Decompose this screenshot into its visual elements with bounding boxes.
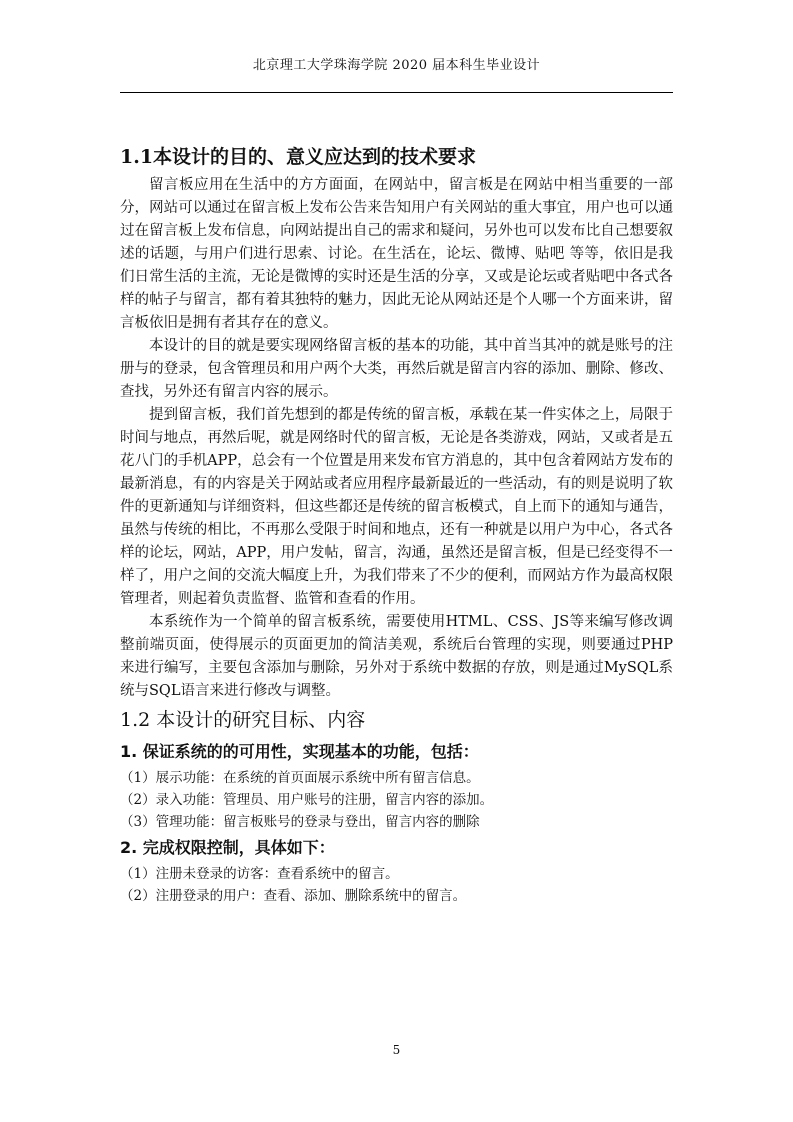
- section-title-1-2: 1.2 本设计的研究目标、内容: [120, 709, 366, 731]
- list-item: （1）展示功能：在系统的首页面展示系统中所有留言信息。: [120, 770, 480, 786]
- paragraph: 提到留言板，我们首先想到的都是传统的留言板，承载在某一件实体之上，局限于时间与地点，再然后呢，就是网络时代的留言板，无论是各类游戏，网站，又或者是五花八门的手机APP，总会有一个位置是用来发布官方消息的，其中包含着网站方发布的最新消息，有的内容是关于网站或者应用程序最新最近的一些活动，有的则是说明了软件的更新通知与详细资料，但这些都还是传统的留言板模式，自上而下的通知与通告，虽然与传统的相比，不再那么受限于时间和地点，还有一种就是以用户为中心，各式各样的论坛，网站，APP，用户发帖，留言，沟通，虽然还是留言板，但是已经变得不一样了，用户之间的交流大幅度上升，为我们带来了不少的便利，而网站方作为最高权限管理者，则起着负责监督、监管和查看的作用。: [120, 407, 673, 607]
- permission-list: [120, 863, 673, 907]
- paragraph: 本设计的目的就是要实现网络留言板的基本的功能，其中首当其冲的就是账号的注册与的登录，包含管理员和用户两个大类，再然后就是留言内容的添加、删除、修改、查找，另外还有留言内容的展示。: [120, 338, 673, 400]
- page-content: [120, 140, 673, 907]
- section-title-1-1: 1.1本设计的目的、意义应达到的技术要求: [120, 146, 477, 168]
- list-item: （3）管理功能：留言板账号的登录与登出，留言内容的删除: [120, 814, 480, 830]
- list-item: （2）注册登录的用户：查看、添加、删除系统中的留言。: [120, 888, 467, 904]
- paragraph: 留言板应用在生活中的方方面面，在网站中，留言板是在网站中相当重要的一部分，网站可以通过在留言板上发布公告来告知用户有关网站的重大事宜，用户也可以通过在留言板上发布信息，向网站提出自己的需求和疑问，另外也可以发布比自己想要叙述的话题，与用户们进行思索、讨论。在生活在，论坛、微博、贴吧 等等，依旧是我们日常生活的主流，无论是微博的实时还是生活的分享，又或是论坛或者贴吧中各式各样的帖子与留言，都有着其独特的魅力，因此无论从网站还是个人哪一个方面来讲，留言板依旧是拥有者其存在的意义。: [120, 177, 673, 331]
- feature-list: [120, 767, 673, 833]
- paragraph: 本系统作为一个简单的留言板系统，需要使用HTML、CSS、JS等来编写修改调整前端页面，使得展示的页面更加的简洁美观，系统后台管理的实现，则要通过PHP来进行编写，主要包含添加与删除，另外对于系统中数据的存放，则是通过MySQL系统与SQL语言来进行修改与调整。: [120, 614, 673, 699]
- header-rule: [120, 92, 673, 93]
- page-header: 北京理工大学珠海学院 2020 届本科生毕业设计: [252, 58, 541, 73]
- subsection-title-2: 2. 完成权限控制，具体如下：: [120, 838, 335, 857]
- subsection-title-1: 1. 保证系统的的可用性，实现基本的功能，包括：: [120, 742, 479, 761]
- list-item: （2）录入功能：管理员、用户账号的注册，留言内容的添加。: [120, 792, 494, 808]
- page-number: 5: [392, 1043, 401, 1057]
- list-item: （1）注册未登录的访客：查看系统中的留言。: [120, 866, 399, 882]
